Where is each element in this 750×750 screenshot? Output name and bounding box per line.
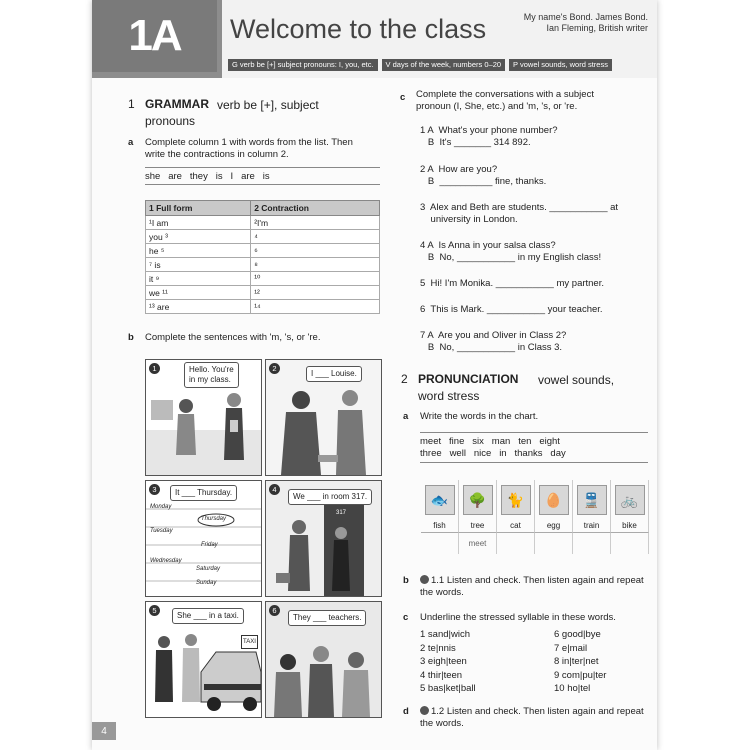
contractions-table: [145, 200, 380, 314]
calendar-day: Monday: [150, 504, 172, 510]
conversation-item: 6 This is Mark. ___________ your teacher.: [420, 304, 603, 315]
column-label: tree: [470, 521, 485, 530]
column-label: train: [583, 521, 600, 530]
contraction-cell[interactable]: ⁸: [251, 258, 380, 272]
audio-icon[interactable]: [420, 575, 429, 584]
stress-word: 9 com|pu|ter: [554, 669, 607, 681]
exercise-2b-instruction: [420, 575, 645, 599]
cartoon-panel-1: [145, 359, 262, 476]
exercise-2d-text: 1.2 Listen and check. Then listen again and repeat the words.: [420, 706, 644, 729]
chart-column: [497, 480, 535, 532]
quote: [520, 12, 648, 34]
panel-number: 5: [149, 605, 160, 616]
chart-column: [535, 480, 573, 532]
stress-word: 7 e|mail: [554, 642, 588, 654]
section-1-number: 1: [128, 97, 135, 111]
section-1-subtitle: verb be [+], subject pronouns: [145, 98, 319, 128]
audio-icon[interactable]: [420, 706, 429, 715]
contraction-cell[interactable]: ²I'm: [251, 216, 380, 230]
column-label: fish: [433, 521, 446, 530]
exercise-1a-instruction: Complete column 1 with words from the list. Then write the contractions in column 2.: [145, 137, 353, 160]
focus-grammar: G verb be [+] subject pronouns: I, you, etc.: [228, 59, 378, 71]
exercise-2a-instruction: Write the words in the chart.: [420, 411, 539, 422]
stress-word: 6 good|bye: [554, 629, 601, 640]
vowel-sounds-chart: [421, 480, 649, 554]
cartoon-panel-3: [145, 480, 262, 597]
panel-number: 6: [269, 605, 280, 616]
exercise-2b-text: 1.1 Listen and check. Then listen again and repeat the words.: [420, 575, 644, 598]
full-form-cell[interactable]: you ³: [146, 230, 251, 244]
stress-list-left: [420, 628, 476, 696]
stress-word: 3 eigh|teen: [420, 656, 467, 667]
speech-bubble: We ___ in room 317.: [288, 489, 372, 505]
calendar-day: Thursday: [201, 516, 227, 522]
quote-text: My name's Bond. James Bond.: [523, 12, 648, 22]
column-header: 2 Contraction: [251, 201, 380, 216]
calendar-day: Saturday: [196, 566, 221, 572]
full-form-cell[interactable]: he ⁵: [146, 244, 251, 258]
calendar-day: Friday: [201, 542, 218, 548]
rule: [420, 432, 648, 433]
unit-number: 1A: [92, 0, 217, 72]
word-list: meet fine six man ten eight: [420, 436, 560, 447]
chart-answer-row: [421, 532, 649, 554]
stress-word: 2 te|nnis: [420, 642, 456, 654]
contraction-cell[interactable]: ¹⁴: [251, 300, 380, 314]
section-2-title: PRONUNCIATION: [418, 372, 519, 386]
conversation-item: 5 Hi! I'm Monika. ___________ my partner.: [420, 278, 604, 289]
conversation-item: 1 A What's your phone number? B It's _______ 314 892.: [420, 125, 558, 148]
cartoon-panel-5: [145, 601, 262, 718]
tree-icon: 🌳: [463, 485, 493, 515]
table-row: [146, 244, 380, 258]
panel-number: 3: [149, 484, 160, 495]
contraction-cell[interactable]: ¹²: [251, 286, 380, 300]
section-1-title: GRAMMAR: [145, 97, 209, 111]
stress-word: 8 in|ter|net: [554, 656, 599, 667]
word-list: three well nice in thanks day: [420, 448, 566, 459]
word-list: she are they is I are is: [145, 171, 270, 182]
answer-cell[interactable]: [535, 532, 573, 554]
panel-number: 2: [269, 363, 280, 374]
speech-bubble: I ___ Louise.: [306, 366, 362, 382]
answer-cell[interactable]: [497, 532, 535, 554]
section-2-subtitle: vowel sounds, word stress: [418, 373, 615, 403]
conversation-item: 7 A Are you and Oliver in Class 2? B No, ___________ in Class 3.: [420, 330, 567, 353]
stress-word: 5 bas|ket|ball: [420, 683, 476, 694]
contraction-cell[interactable]: ⁴: [251, 230, 380, 244]
rule: [145, 184, 380, 185]
table-header-row: [146, 201, 380, 216]
full-form-cell[interactable]: it ⁹: [146, 272, 251, 286]
answer-cell[interactable]: meet: [459, 532, 497, 554]
full-form-cell[interactable]: we ¹¹: [146, 286, 251, 300]
egg-icon: 🥚: [539, 485, 569, 515]
bike-icon: 🚲: [615, 485, 645, 515]
quote-author: Ian Fleming, British writer: [546, 23, 648, 33]
conversation-item: 2 A How are you? B __________ fine, thanks.: [420, 164, 547, 187]
stress-word: 4 thir|teen: [420, 669, 463, 681]
exercise-2a-label: a: [403, 411, 409, 422]
calendar-day: Wednesday: [150, 558, 182, 564]
speech-bubble: They ___ teachers.: [288, 610, 366, 626]
column-label: egg: [546, 521, 561, 530]
column-label: cat: [510, 521, 521, 530]
speech-bubble: She ___ in a taxi.: [172, 608, 244, 624]
page-number: 4: [92, 722, 116, 740]
table-row: [146, 300, 380, 314]
exercise-2c-instruction: Underline the stressed syllable in these words.: [420, 612, 616, 623]
exercise-1c-instruction: Complete the conversations with a subject pronoun (I, She, etc.) and 'm, 's, or 're.: [416, 89, 594, 112]
contraction-cell[interactable]: ⁶: [251, 244, 380, 258]
speech-bubble: It ___ Thursday.: [170, 485, 237, 501]
stress-word: 1 sand|wich: [420, 629, 470, 640]
cat-icon: 🐈: [501, 485, 531, 515]
full-form-cell[interactable]: ⁷ is: [146, 258, 251, 272]
chart-column: [611, 480, 649, 532]
chart-column: [573, 480, 611, 532]
exercise-2b-label: b: [403, 575, 409, 586]
chart-column: [421, 480, 459, 532]
table-row: [146, 258, 380, 272]
cartoon-panel-6: [265, 601, 382, 718]
chart-header-row: [421, 480, 649, 532]
exercise-2d-label: d: [403, 706, 409, 717]
column-label: bike: [622, 521, 637, 530]
rule: [420, 462, 648, 463]
contraction-cell[interactable]: ¹⁰: [251, 272, 380, 286]
conversation-item: 3 Alex and Beth are students. ___________ at university in London.: [420, 202, 619, 225]
panel-number: 4: [269, 484, 280, 495]
exercise-1c-label: c: [400, 92, 406, 103]
cartoon-panel-4: [265, 480, 382, 597]
focus-pronunciation: P vowel sounds, word stress: [509, 59, 612, 71]
full-form-cell[interactable]: ¹I am: [146, 216, 251, 230]
answer-cell[interactable]: [421, 532, 459, 554]
taxi-sign: TAXI: [241, 635, 258, 649]
section-2-number: 2: [401, 372, 408, 386]
exercise-1b-instruction: Complete the sentences with 'm, 's, or 're.: [145, 332, 321, 343]
table-row: [146, 286, 380, 300]
exercise-2c-label: c: [403, 612, 409, 623]
column-header: 1 Full form: [146, 201, 251, 216]
stress-list-right: [554, 628, 606, 696]
speech-bubble: Hello. You're in my class.: [184, 362, 239, 388]
fish-icon: 🐟: [425, 485, 455, 515]
table-row: [146, 216, 380, 230]
conversation-item: 4 A Is Anna in your salsa class? B No, ___________ in my English class!: [420, 240, 602, 263]
calendar-day: Sunday: [196, 580, 217, 586]
focus-vocabulary: V days of the week, numbers 0–20: [382, 59, 506, 71]
exercise-1b-label: b: [128, 332, 134, 343]
answer-cell[interactable]: [611, 532, 649, 554]
calendar-day: Tuesday: [150, 528, 173, 534]
table-row: [146, 272, 380, 286]
chart-column: [459, 480, 497, 532]
door-number: 317: [336, 510, 347, 516]
page-title: Welcome to the class: [230, 14, 487, 44]
train-icon: 🚆: [577, 485, 607, 515]
cartoon-panel-2: [265, 359, 382, 476]
exercise-2d-instruction: [420, 706, 645, 730]
answer-cell[interactable]: [573, 532, 611, 554]
stress-word: 10 ho|tel: [554, 683, 591, 694]
rule: [145, 167, 380, 168]
exercise-1a-label: a: [128, 137, 134, 148]
focus-bar: [228, 59, 646, 71]
panel-number: 1: [149, 363, 160, 374]
table-row: [146, 230, 380, 244]
full-form-cell[interactable]: ¹³ are: [146, 300, 251, 314]
